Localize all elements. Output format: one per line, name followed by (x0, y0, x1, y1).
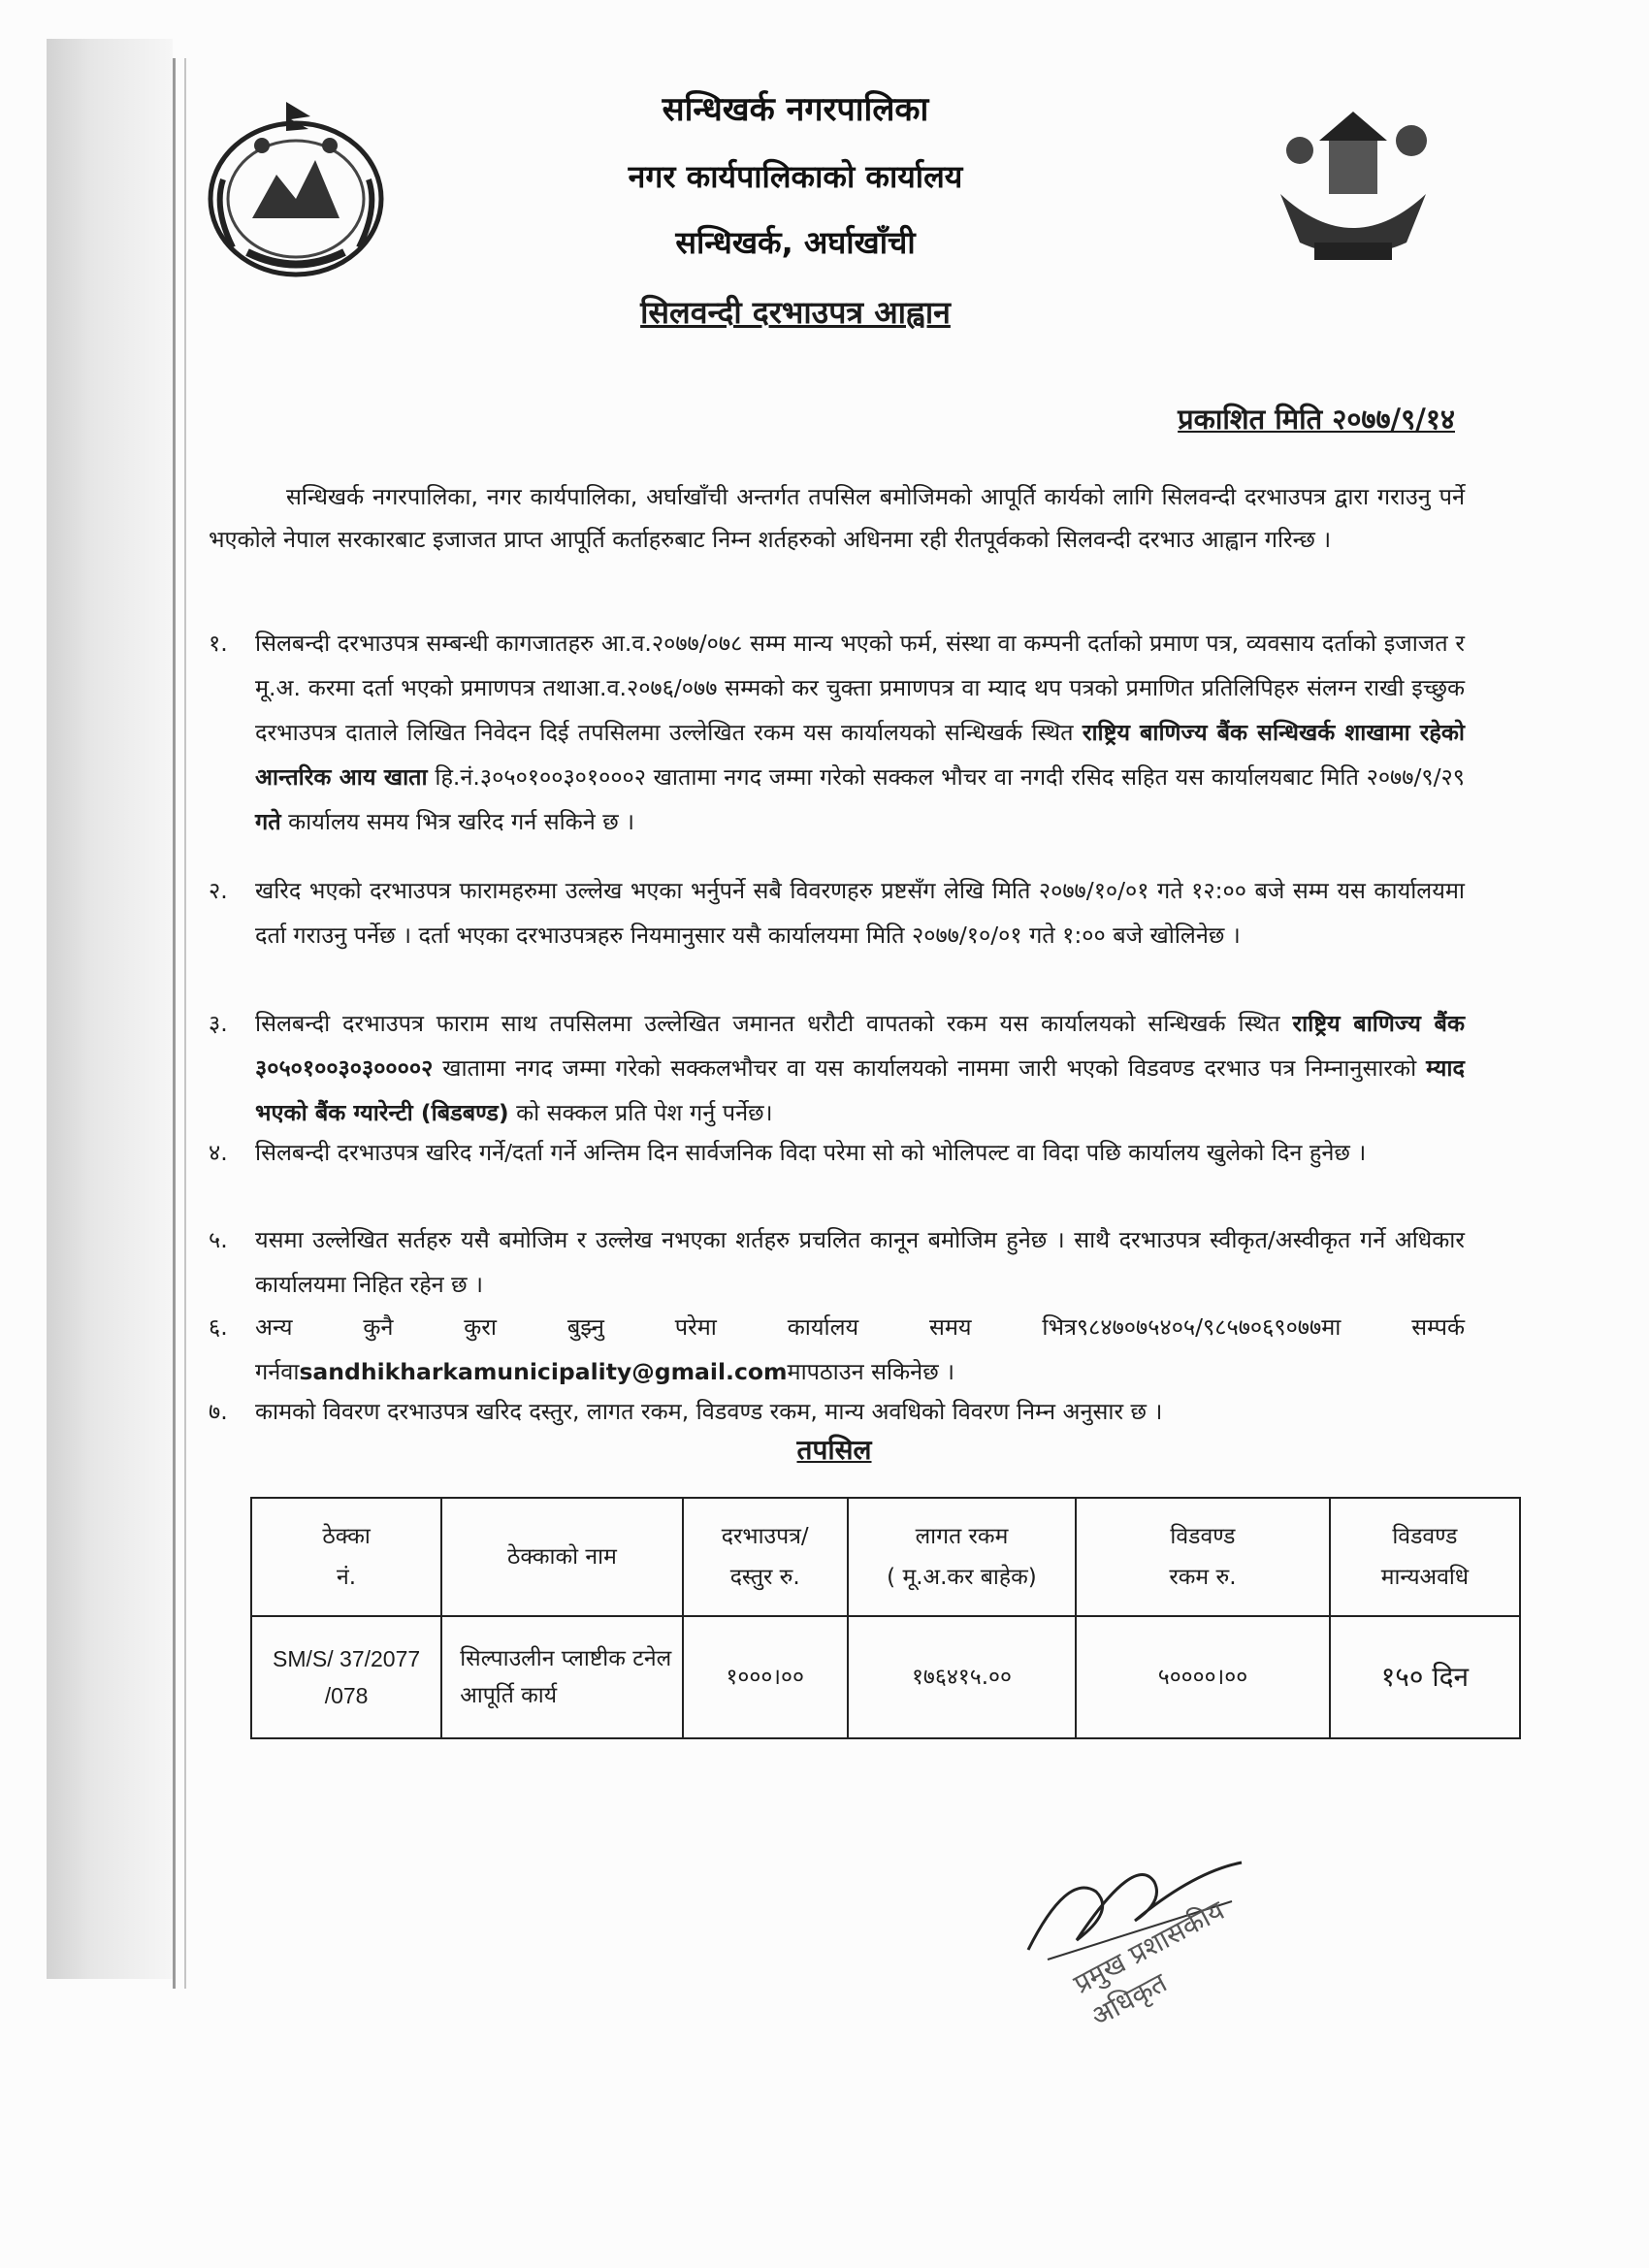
schedule-table (250, 1497, 1521, 1739)
table-row (251, 1616, 1520, 1738)
item-text-part: सिलबन्दी दरभाउपत्र सम्बन्धी कागजातहरु आ.व.२०७७/०७८ सम्म मान्य भएको फर्म, संस्था वा कम्पनी दर्ताको प्रमाण पत्र, व्यवसाय दर्ताको इजाजत र मू.अ. करमा दर्ता भएको प्रमाणपत्र तथाआ.व.२०७६/०७७ सम्मको कर चुक्ता प्रमाणपत्र वा म्याद थप पत्रको प्रमाणित प्रतिलिपिहरु संलग्न राखी इच्छुक दरभाउपत्र दाताले लिखित निवेदन दिई तपसिलमा उल्लेखित रकम यस कार्यालयको सन्धिखर्क स्थित (255, 630, 1465, 746)
cell-contract-name: सिल्पाउलीन प्लाष्टीक टनेल आपूर्ति कार्य (441, 1616, 683, 1738)
condition-item-1 (209, 621, 1465, 844)
item-text (255, 1305, 1465, 1394)
office-location: सन्धिखर्क, अर्घाखाँची (675, 224, 916, 261)
condition-item-3 (209, 1001, 1465, 1135)
item-text: यसमा उल्लेखित सर्तहरु यसै बमोजिम र उल्लेख नभएका शर्तहरु प्रचलित कानून बमोजिम हुनेछ । साथै दरभाउपत्र स्वीकृत/अस्वीकृत गर्ने अधिकार कार्यालयमा निहित रहेन छ । (255, 1226, 1465, 1298)
item-text-part: सिलबन्दी दरभाउपत्र फाराम साथ तपसिलमा उल्लेखित जमानत धरौटी वापतको रकम यस कार्यालयको सन्धिखर्क स्थित (255, 1010, 1280, 1037)
header-contract-name: ठेक्काको नाम (441, 1498, 683, 1616)
header-cost: लागत रकम ( मू.अ.कर बाहेक) (848, 1498, 1076, 1616)
item-number: ६. (209, 1313, 228, 1341)
cell-validity: १५० दिन (1330, 1616, 1520, 1738)
official-seal-text: प्रमुख प्रशासकीय अधिकृत (1068, 1894, 1230, 2033)
item-text-part: को सक्कल प्रति पेश गर्नु पर्नेछ। (516, 1099, 773, 1126)
header-contract-no: ठेक्का नं. (251, 1498, 441, 1616)
cell-contract-no: SM/S/ 37/2077 /078 (251, 1616, 441, 1738)
item-text: कामको विवरण दरभाउपत्र खरिद दस्तुर, लागत रकम, विडवण्ड रकम, मान्य अवधिको विवरण निम्न अनुसार छ । (255, 1398, 1163, 1425)
bank-account-bold: राष्ट्रिय बाणिज्य बैंक ३०५०१००३०३००००२ (255, 1010, 1465, 1082)
item-text (255, 1001, 1465, 1135)
item-text-part: खातामा नगद जम्मा गरेको सक्कलभौचर वा यस कार्यालयको नाममा जारी भएको विडवण्ड दरभाउ पत्र निम्नानुसारको (442, 1054, 1417, 1082)
condition-item-7 (209, 1389, 1465, 1434)
item-number: २. (209, 877, 228, 904)
item-text: सिलबन्दी दरभाउपत्र खरिद गर्ने/दर्ता गर्ने अन्तिम दिन सार्वजनिक विदा परेमा सो को भोलिपल्ट वा विदा पछि कार्यालय खुलेको दिन हुनेछ । (255, 1139, 1367, 1166)
bank-account-bold: राष्ट्रिय बाणिज्य बैंक सन्धिखर्क शाखामा रहेको आन्तरिक आय खाता (255, 719, 1465, 791)
item-number: ५. (209, 1226, 228, 1253)
publish-date: प्रकाशित मिति २०७७/९/१४ (1178, 403, 1455, 436)
page-edge (173, 58, 176, 1989)
item-bold-part: गते (255, 808, 281, 835)
cell-fee: १०००।०० (683, 1616, 848, 1738)
header-fee: दरभाउपत्र/ दस्तुर रु. (683, 1498, 848, 1616)
notice-title: सिलवन्दी दरभाउपत्र आह्वान (640, 294, 951, 331)
table-header-row (251, 1498, 1520, 1616)
item-number: १. (209, 630, 228, 657)
intro-paragraph: सन्धिखर्क नगरपालिका, नगर कार्यपालिका, अर्घाखाँची अन्तर्गत तपसिल बमोजिमको आपूर्ति कार्यको लागि सिलवन्दी दरभाउपत्र द्वारा गराउनु पर्ने भएकोले नेपाल सरकारबाट इजाजत प्राप्त आपूर्ति कर्ताहरुबाट निम्न शर्तहरुको अधिनमा रही रीतपूर्वकको सिलवन्दी दरभाउ आह्वान गरिन्छ । (209, 483, 1465, 553)
cell-cost: १७६४१५.०० (848, 1616, 1076, 1738)
header-bid-bond: विडवण्ड रकम रु. (1076, 1498, 1330, 1616)
cell-bid-bond: ५००००।०० (1076, 1616, 1330, 1738)
item-text (255, 621, 1465, 844)
item-text-part: मापठाउन सकिनेछ । (787, 1358, 955, 1385)
item-text: खरिद भएको दरभाउपत्र फारामहरुमा उल्लेख भएका भर्नुपर्ने सबै विवरणहरु प्रष्टसँग लेखि मिति २०७७/१०/०१ गते १२:०० बजे सम्म यस कार्यालयमा दर्ता गराउनु पर्नेछ । दर्ता भएका दरभाउपत्रहरु नियमानुसार यसै कार्यालयमा मिति २०७७/१०/०१ गते १:०० बजे खोलिनेछ । (255, 877, 1465, 949)
schedule-title: तपसिल (796, 1434, 872, 1466)
condition-item-6 (209, 1305, 1465, 1394)
municipality-logo-icon (1261, 97, 1445, 272)
item-number: ७. (209, 1398, 228, 1425)
header-validity: विडवण्ड मान्यअवधि (1330, 1498, 1520, 1616)
condition-item-5 (209, 1217, 1465, 1307)
condition-item-2 (209, 868, 1465, 957)
scan-shadow (47, 39, 173, 1979)
item-text-part: कार्यालय समय भित्र खरिद गर्न सकिने छ । (288, 808, 635, 835)
bank-guarantee-bold: म्याद भएको बैंक ग्यारेन्टी (बिडबण्ड) (255, 1054, 1465, 1126)
page-fold (184, 58, 186, 1989)
municipality-name: सन्धिखर्क नगरपालिका (662, 90, 929, 129)
item-text-part: हि.नं.३०५०१००३०१०००२ खातामा नगद जम्मा गरेको सक्कल भौचर वा नगदी रसिद सहित यस कार्यालयबाट मिति २०७७/९/२९ (435, 763, 1465, 791)
item-text-part: अन्य कुनै कुरा बुझ्नु परेमा कार्यालय समय भित्र९८४७०७५४०५/९८५७०६९०७७मा सम्पर्क गर्नवा (255, 1313, 1465, 1385)
condition-item-4 (209, 1130, 1465, 1175)
contact-email[interactable]: sandhikharkamunicipality@gmail.com (299, 1358, 788, 1385)
nepal-emblem-icon (194, 92, 398, 286)
item-number: ३. (209, 1010, 228, 1037)
item-number: ४. (209, 1139, 228, 1166)
office-name: नगर कार्यपालिकाको कार्यालय (628, 158, 963, 195)
